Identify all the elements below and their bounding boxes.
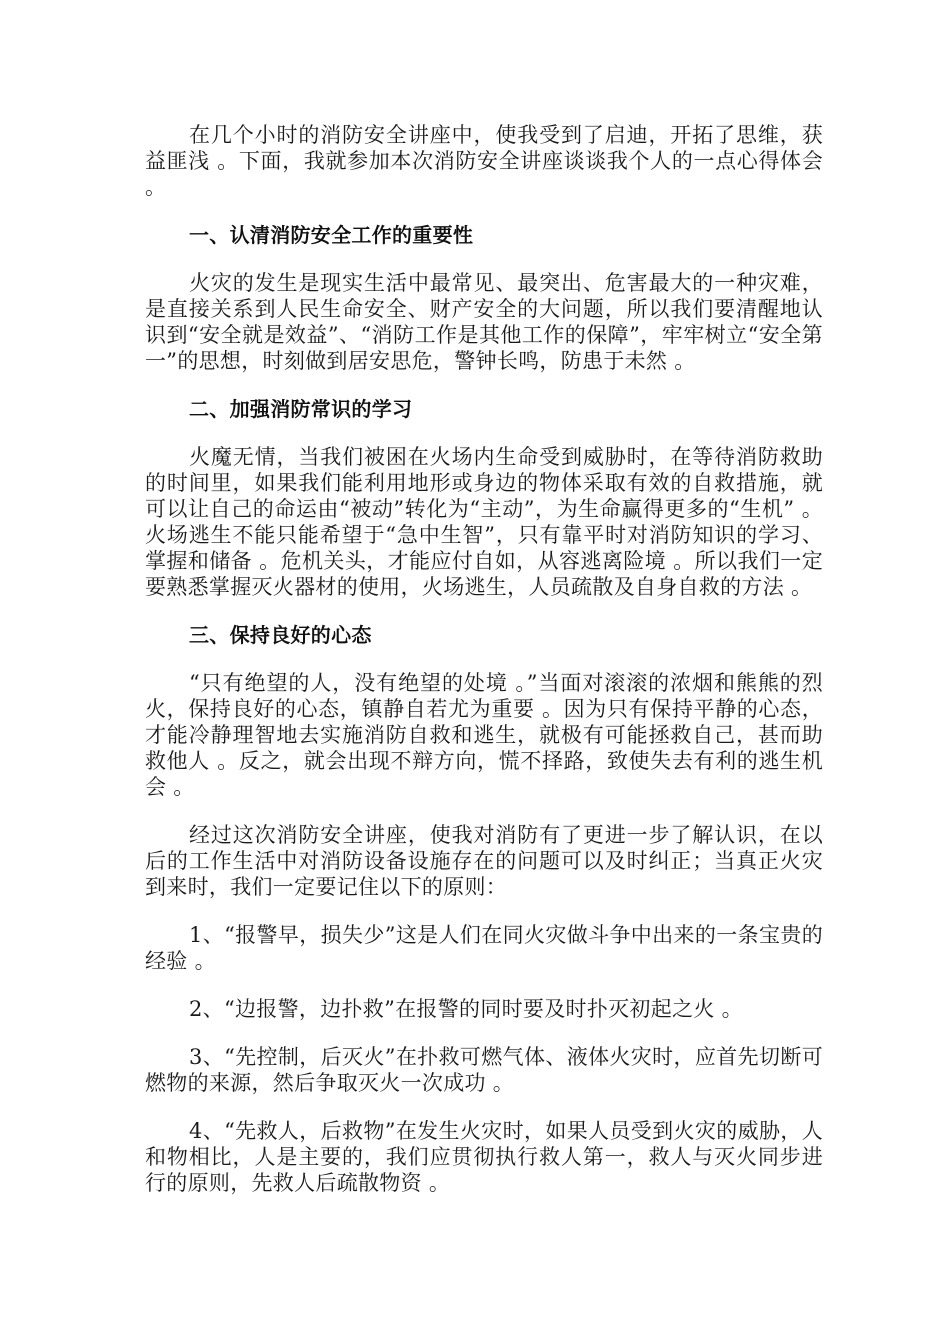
section-heading-2: 二、加强消防常识的学习	[189, 397, 413, 421]
section-body-1: 火灾的发生是现实生活中最常见、最突出、危害最大的一种灾难，是直接关系到人民生命安全、财产安全的大问题，所以我们要清醒地认识到“安全就是效益”、“消防工作是其他工作的保障”，牢牢树立“安全第一”的思想，时刻做到居安思危，警钟长鸣，防患于未然 。	[145, 271, 823, 373]
principle-item-2: 2、“边报警，边扑救”在报警的同时要及时扑灭初起之火 。	[189, 997, 743, 1021]
section-heading-3: 三、保持良好的心态	[189, 623, 372, 647]
principle-item-1: 1、“报警早，损失少”这是人们在同火灾做斗争中出来的一条宝贵的经验 。	[145, 923, 823, 973]
intro-paragraph: 在几个小时的消防安全讲座中，使我受到了启迪，开拓了思维，获益匪浅 。下面，我就参加本次消防安全讲座谈谈我个人的一点心得体会 。	[145, 123, 823, 199]
section-body-2: 火魔无情，当我们被困在火场内生命受到威胁时，在等待消防救助的时间里，如果我们能利用地形或身边的物体采取有效的自救措施，就可以让自己的命运由“被动”转化为“主动”，为生命赢得更多的“生机” 。火场逃生不能只能希望于“急中生智”，只有靠平时对消防知识的学习、掌握和储备 。危机关头，才能应付自如，从容逃离险境 。所以我们一定要熟悉掌握灭火器材的使用，火场逃生，人员疏散及自身自救的方法 。	[145, 445, 823, 599]
section-body-3: “只有绝望的人，没有绝望的处境 。”当面对滚滚的浓烟和熊熊的烈火，保持良好的心态，镇静自若尤为重要 。因为只有保持平静的心态，才能冷静理智地去实施消防自救和逃生，就极有可能拯救自己，甚而助救他人 。反之，就会出现不辩方向，慌不择路，致使失去有利的逃生机会 。	[145, 671, 823, 799]
principle-item-4: 4、“先救人，后救物”在发生火灾时，如果人员受到火灾的威胁，人和物相比，人是主要的，我们应贯彻执行救人第一，救人与灭火同步进行的原则，先救人后疏散物资 。	[145, 1119, 823, 1195]
principle-item-3: 3、“先控制，后灭火”在扑救可燃气体、液体火灾时，应首先切断可燃物的来源，然后争取灭火一次成功 。	[145, 1045, 823, 1095]
conclusion-paragraph: 经过这次消防安全讲座，使我对消防有了更进一步了解认识，在以后的工作生活中对消防设备设施存在的问题可以及时纠正；当真正火灾到来时，我们一定要记住以下的原则：	[145, 823, 823, 899]
section-heading-1: 一、认清消防安全工作的重要性	[189, 223, 474, 247]
document-body	[145, 122, 823, 1218]
